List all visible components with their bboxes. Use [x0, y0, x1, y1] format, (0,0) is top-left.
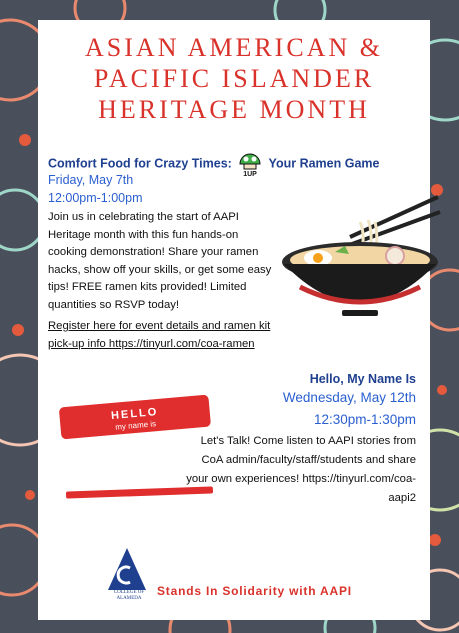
- title-line-3: HERITAGE MONTH: [98, 95, 370, 124]
- mushroom-1up-icon: [237, 151, 263, 177]
- event2-heading: Hello, My Name Is: [309, 372, 416, 386]
- name-tag-hello: HELLO: [110, 405, 159, 423]
- icon-label: 1UP: [243, 171, 258, 177]
- event1-body: Join us in celebrating the start of AAPI Heritage month with this fun hands-on cooking demonstration! Share your ramen hacks, show off your skills, or get some easy tips! FREE ramen kits provided! Limited quantities so RSVP today!: [48, 211, 272, 311]
- poster-title: [38, 32, 430, 125]
- event2-body: Let's Talk! Come listen to AAPI stories from CoA admin/faculty/staff/students and share your own experiences! https://tinyurl.com/coa-aapi2: [186, 435, 416, 504]
- ramen-bowl-illustration: [280, 192, 445, 322]
- event1-date: Friday, May 7th: [48, 173, 134, 187]
- event2-time: 12:30pm-1:30pm: [313, 412, 416, 427]
- event2-date: Wednesday, May 12th: [282, 390, 416, 405]
- event1-heading-left: Comfort Food for Crazy Times:: [48, 156, 232, 171]
- logo-text: COLLEGE OF ALAMEDA: [113, 590, 145, 601]
- title-line-2: PACIFIC ISLANDER: [93, 64, 375, 93]
- name-tag-sub: my name is: [114, 419, 157, 432]
- footer-solidarity: Stands In Solidarity with AAPI: [157, 584, 352, 598]
- event1-heading-right: Your Ramen Game: [268, 156, 380, 171]
- college-of-alameda-logo: [104, 546, 150, 594]
- event1-time: 12:00pm-1:00pm: [48, 191, 143, 205]
- event1-register-link[interactable]: Register here for event details and ramen kit pick-up info https://tinyurl.com/coa-ramen: [48, 320, 271, 350]
- title-line-1: ASIAN AMERICAN &: [85, 33, 383, 62]
